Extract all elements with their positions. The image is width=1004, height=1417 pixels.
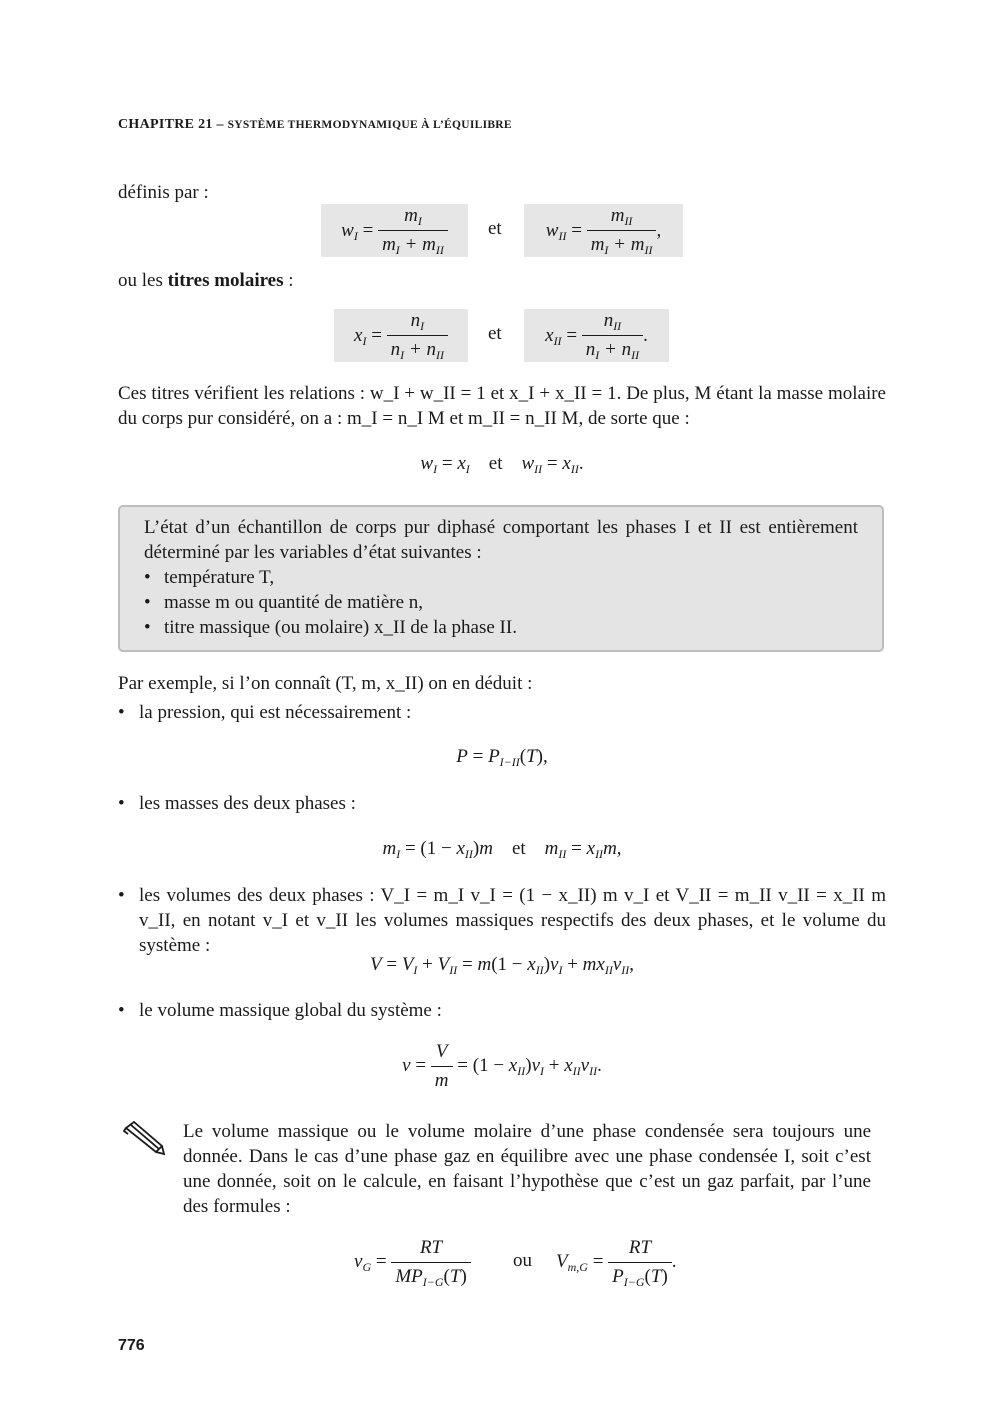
et-4: et — [511, 838, 526, 859]
et-2: et — [488, 323, 502, 344]
et-3: et — [488, 453, 503, 474]
text-exemple: Par exemple, si l’on connaît (T, m, x_II) on en déduit : — [118, 673, 533, 694]
ou-text: ou — [513, 1250, 532, 1271]
formula-x2: $x_{II}$ = $\frac{n_{II}}{n_I + n_{II}}$ . — [524, 309, 669, 362]
formula-w2: $w_{II}$ = $\frac{m_{II}}{m_I + m_{II}}$ , — [524, 204, 683, 257]
formula-vg: $v_G$ = $\frac{RT}{MP_{I-G}(T)}$ — [354, 1236, 471, 1289]
formula-volume-massique: v = $\frac{V}{m}$ = $(1 - x_{II})v_I + x_{II}v_{II}$. — [402, 1041, 602, 1091]
bullet-masses: • les masses des deux phases : — [118, 791, 886, 816]
formula-masses: $m_I = (1 - x_{II})m$ et $m_{II} = x_{II}m$, — [382, 838, 622, 861]
bullet-volume-massique: • le volume massique global du système : — [118, 998, 886, 1023]
text-relations: Ces titres vérifient les relations : w_I + w_II = 1 et x_I + x_II = 1. De plus, M étant la masse molaire du corps pur considéré, on a : m_I = n_I M et m_II = n_II M, de sorte que : — [118, 383, 886, 429]
formula-pression: $P = P_{I-II}(T)$, — [456, 746, 548, 769]
formula-x1: $x_I$ = $\frac{n_I}{n_I + n_{II}}$ — [334, 309, 468, 362]
box-item-masse: • masse m ou quantité de matière n, — [144, 590, 858, 615]
titres-prefix: ou les — [118, 270, 163, 291]
bullet-masses-text: les masses des deux phases : — [139, 793, 356, 814]
titres-bold: titres molaires — [167, 270, 284, 291]
header-chapter: CHAPITRE 21 – — [118, 117, 224, 132]
formula-equalities: $w_I = x_I$ et $w_{II} = x_{II}$. — [420, 453, 584, 476]
page-number: 776 — [118, 1337, 145, 1354]
text-titres-molaires — [118, 268, 886, 293]
definition-box — [118, 505, 884, 652]
bullet-volumes: • les volumes des deux phases : V_I = m_I v_I = (1 − x_II) m v_I et V_II = m_II v_II = x_II m v_II, en notant v_I et v_II les volumes massiques respectifs des deux phases, et le volume du système : — [118, 885, 886, 956]
remark-text: Le volume massique ou le volume molaire d’une phase condensée sera toujours une donnée. Dans le cas d’une phase gaz en équilibre avec une phase condensée I, soit c’est une donnée, soit on le calcule, en faisant l’hypothèse que c’est un gaz parfait, par l’une des formules : — [183, 1121, 871, 1217]
bullet-pression: • la pression, qui est nécessairement : — [118, 700, 886, 725]
running-header — [118, 117, 512, 133]
formula-volume: $V = V_I + V_{II} = m(1 - x_{II})v_I + mx_{II}v_{II}$, — [369, 954, 635, 977]
text-definis: définis par : — [118, 182, 209, 203]
titres-suffix: : — [288, 270, 294, 291]
box-list — [144, 565, 858, 640]
bullet-volumes-text: les volumes des deux phases : V_I = m_I v_I = (1 − x_II) m v_I et V_II = m_II v_II = x_II m v_II, en notant v_I et v_II les volumes massiques respectifs des deux phases, et le volume du système : — [139, 885, 886, 956]
et-1: et — [488, 218, 502, 239]
box-item-temperature: • température T, — [144, 565, 858, 590]
box-item-titre: • titre massique (ou molaire) x_II de la phase II. — [144, 615, 858, 640]
box-intro: L’état d’un échantillon de corps pur diphasé comportant les phases I et II est entièrement déterminé par les variables d’état suivantes : — [144, 517, 858, 563]
pencil-icon — [122, 1120, 166, 1156]
formula-w1: $w_I$ = $\frac{m_I}{m_I + m_{II}}$ — [321, 204, 468, 257]
bullet-pression-text: la pression, qui est nécessairement : — [139, 702, 412, 723]
header-title: SYSTÈME THERMODYNAMIQUE À L’ÉQUILIBRE — [227, 119, 512, 131]
bullet-massique-text: le volume massique global du système : — [139, 1000, 442, 1021]
formula-vmg: $V_{m,G}$ = $\frac{RT}{P_{I-G}(T)}$ . — [556, 1237, 677, 1289]
